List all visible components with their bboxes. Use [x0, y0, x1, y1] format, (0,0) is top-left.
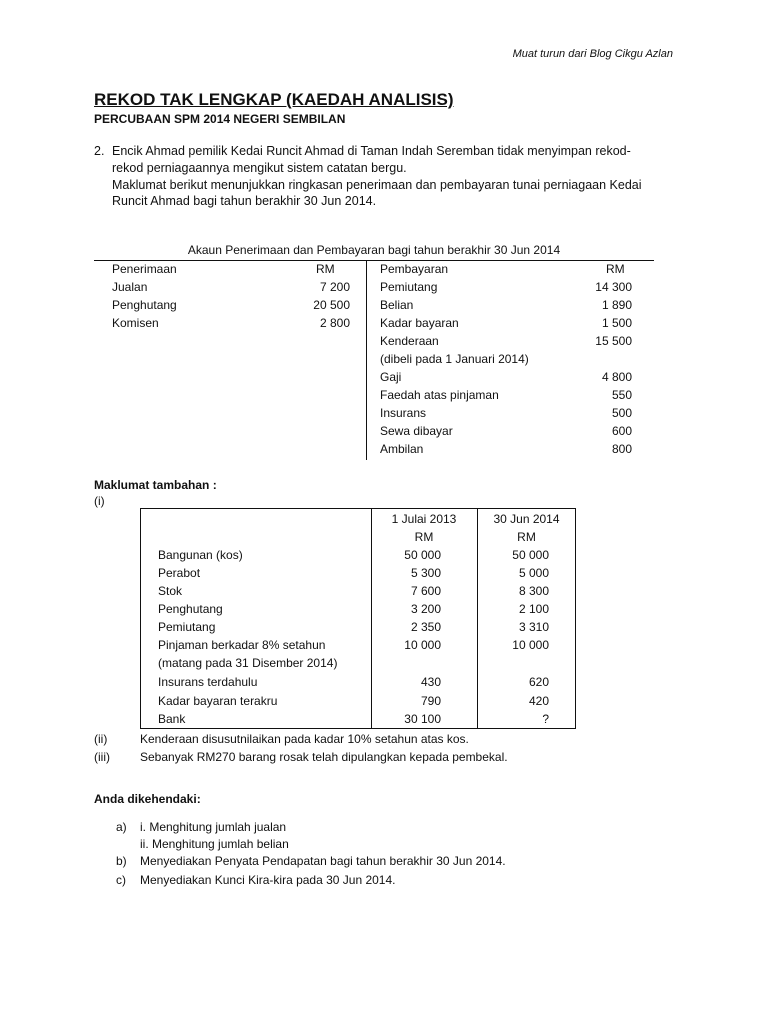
question-line-4: Runcit Ahmad bagi tahun berakhir 30 Jun 2014. [112, 194, 377, 208]
account-divider [366, 260, 367, 460]
balance-row-label: Pemiutang [158, 620, 216, 634]
receipt-value: 2 800 [319, 316, 350, 330]
question-line-3: Maklumat berikut menunjukkan ringkasan penerimaan dan pembayaran tunai perniagaan Kedai [112, 178, 642, 192]
question-number: 2. [94, 144, 105, 158]
payment-value: 800 [611, 442, 632, 456]
payment-value: 15 500 [595, 334, 632, 348]
balance-row-label: Bangunan (kos) [158, 548, 243, 562]
payment-label: Sewa dibayar [380, 424, 453, 438]
balance-row-v1: 50 000 [404, 548, 441, 562]
payment-label: Pemiutang [380, 280, 438, 294]
receipt-label: Penghutang [112, 298, 177, 312]
payment-label: Gaji [380, 370, 402, 384]
balance-row-label: Stok [158, 584, 183, 598]
receipt-label: Jualan [112, 280, 148, 294]
payment-label: Ambilan [380, 442, 424, 456]
receipt-label: Komisen [112, 316, 159, 330]
payments-header: Pembayaran [380, 262, 449, 276]
required-b-text: Menyediakan Penyata Pendapatan bagi tahun berakhir 30 Jun 2014. [140, 854, 506, 868]
account-title: Akaun Penerimaan dan Pembayaran bagi tahun berakhir 30 Jun 2014 [187, 243, 561, 257]
balance-row-v2: 10 000 [512, 638, 549, 652]
balance-row-label: Perabot [158, 566, 201, 580]
balance-row-v2: 5 000 [518, 566, 549, 580]
receipts-unit: RM [316, 262, 335, 276]
balance-row-v1: 3 200 [410, 602, 441, 616]
col2-unit: RM [517, 530, 536, 544]
balance-row-label: Pinjaman berkadar 8% setahun [158, 638, 326, 652]
page-subtitle: PERCUBAAN SPM 2014 NEGERI SEMBILAN [94, 112, 346, 126]
receipt-value: 20 500 [313, 298, 350, 312]
balance-row-label: Penghutang [158, 602, 223, 616]
balance-row-v1: 30 100 [404, 712, 441, 726]
account-top-rule [94, 260, 654, 261]
payment-label: (dibeli pada 1 Januari 2014) [380, 352, 529, 366]
payment-value: 14 300 [595, 280, 632, 294]
question-line-1: Encik Ahmad pemilik Kedai Runcit Ahmad di Taman Indah Seremban tidak menyimpan rekod- [112, 144, 631, 158]
balance-row-v1: 7 600 [410, 584, 441, 598]
payment-value: 1 890 [601, 298, 632, 312]
balance-row-v1: 5 300 [410, 566, 441, 580]
payment-value: 500 [611, 406, 632, 420]
page-title: REKOD TAK LENGKAP (KAEDAH ANALISIS) [94, 90, 454, 109]
required-a-i: i. Menghitung jumlah jualan [140, 820, 287, 834]
balance-row-v1: 10 000 [404, 638, 441, 652]
payment-value: 1 500 [601, 316, 632, 330]
col1-unit: RM [414, 530, 434, 544]
note-iii-text: Sebanyak RM270 barang rosak telah dipulangkan kepada pembekal. [140, 750, 508, 764]
required-c-label: c) [116, 873, 126, 887]
balance-row-v2: 8 300 [518, 584, 549, 598]
required-a-label: a) [116, 820, 127, 834]
payments-unit: RM [606, 262, 625, 276]
receipts-header: Penerimaan [112, 262, 177, 276]
balance-row-v2: ? [542, 712, 549, 726]
additional-item-i: (i) [94, 494, 105, 508]
payment-label: Belian [380, 298, 414, 312]
col1-header: 1 Julai 2013 [391, 512, 457, 526]
balance-row-label: Bank [158, 712, 186, 726]
balance-row-label: Kadar bayaran terakru [158, 694, 278, 708]
note-ii-label: (ii) [94, 732, 108, 746]
balance-row-v1: 790 [420, 694, 441, 708]
header-note: Muat turun dari Blog Cikgu Azlan [512, 48, 673, 60]
question-line-2: rekod perniagaannya mengikut sistem catatan bergu. [112, 161, 407, 175]
payment-label: Kadar bayaran [380, 316, 459, 330]
payment-value: 550 [611, 388, 632, 402]
payment-label: Kenderaan [380, 334, 439, 348]
required-b-label: b) [116, 854, 127, 868]
balance-row-v1: 2 350 [410, 620, 441, 634]
balance-row-v2: 420 [528, 694, 549, 708]
note-iii-label: (iii) [94, 750, 110, 764]
payment-label: Insurans [380, 406, 427, 420]
required-heading: Anda dikehendaki: [94, 792, 201, 806]
balance-row-label: (matang pada 31 Disember 2014) [158, 656, 338, 670]
balance-row-v2: 3 310 [518, 620, 549, 634]
required-c-text: Menyediakan Kunci Kira-kira pada 30 Jun 2014. [140, 873, 396, 887]
payment-label: Faedah atas pinjaman [380, 388, 499, 402]
receipt-value: 7 200 [319, 280, 350, 294]
additional-heading: Maklumat tambahan : [94, 478, 217, 492]
balance-row-label: Insurans terdahulu [158, 675, 258, 689]
balance-row-v1: 430 [420, 675, 441, 689]
payment-value: 4 800 [601, 370, 632, 384]
required-a-ii: ii. Menghitung jumlah belian [140, 837, 289, 851]
balance-row-v2: 50 000 [512, 548, 549, 562]
balance-row-v2: 2 100 [518, 602, 549, 616]
balance-row-v2: 620 [528, 675, 549, 689]
payment-value: 600 [611, 424, 632, 438]
note-ii-text: Kenderaan disusutnilaikan pada kadar 10% setahun atas kos. [140, 732, 469, 746]
col2-header: 30 Jun 2014 [493, 512, 560, 526]
